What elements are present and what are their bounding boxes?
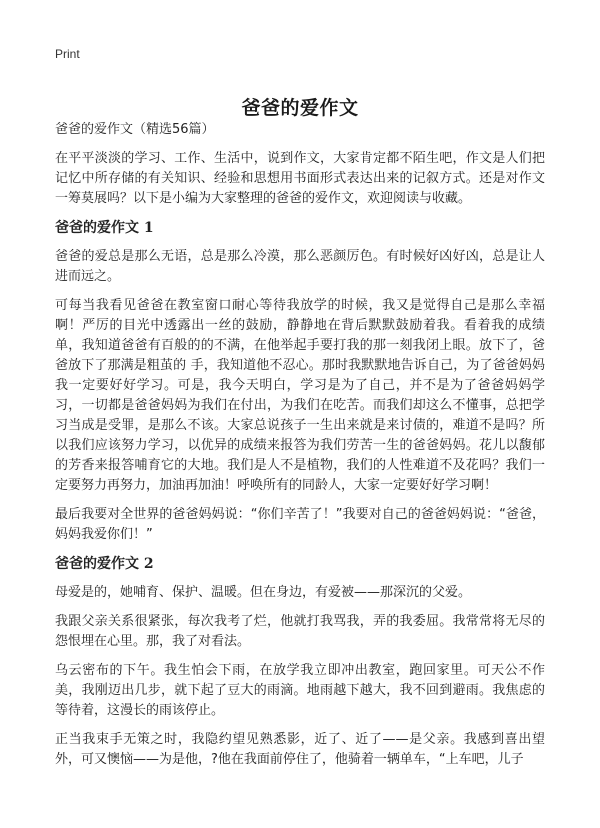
intro-paragraph: 在平平淡淡的学习、工作、生活中，说到作文，大家肯定都不陌生吧，作文是人们把记忆中所存储的有关知识、经验和思想用书面形式表达出来的记叙方式。还是对作文一筹莫展吗？以下是小编为大家整理的爸爸的爱作文，欢迎阅读与收藏。 xyxy=(55,151,545,206)
paragraph: 母爱是的，她哺育、保护、温暖。但在身边，有爱被——那深沉的父爱。 xyxy=(55,585,472,600)
paragraph: 最后我要对全世界的爸爸妈妈说：“你们辛苦了！”我要对自己的爸爸妈妈说：“爸爸，妈妈我爱你们！” xyxy=(55,507,545,542)
paragraph: 我跟父亲关系很紧张，每次我考了烂，他就打我骂我，弄的我委屈。我常常将无尽的怨恨埋在心里。那，我了对看法。 xyxy=(55,614,545,649)
print-link[interactable]: Print xyxy=(55,47,80,61)
paragraph: 乌云密布的下午。我生怕会下雨，在放学我立即冲出教室，跑回家里。可天公不作美，我刚迈出几步，就下起了豆大的雨滴。地雨越下越大，我不回到避雨。我焦虑的等待着，这漫长的雨该停止。 xyxy=(55,663,545,718)
article-body xyxy=(55,120,545,779)
section-heading: 爸爸的爱作文 2 xyxy=(55,556,154,572)
article-subtitle: 爸爸的爱作文（精选56篇） xyxy=(55,122,215,137)
paragraph: 正当我束手无策之时，我隐约望见熟悉影，近了、近了——是父亲。我感到喜出望外，可又懊恼——为是他，?他在我面前停住了，他骑着一辆单车，“上车吧，儿子 xyxy=(55,732,545,767)
paragraph: 爸爸的爱总是那么无语，总是那么冷漠，那么恶颜厉色。有时候好凶好凶，总是让人进而远之。 xyxy=(55,249,545,284)
page-title: 爸爸的爱作文 xyxy=(241,96,359,119)
paragraph: 可每当我看见爸爸在教室窗口耐心等待我放学的时候，我又是觉得自己是那么幸福啊！严厉的目光中透露出一丝的鼓励，静静地在背后默默鼓励着我。看着我的成绩单，我知道爸爸有百般的的不满，在他举起手要打我的那一刻我闭上眼。放下了，爸爸放下了那满是粗茧的 手，我知道他不忍心。那时我默默地告诉自己，为了爸爸妈妈我一定要好好学习。可是，我今天明白，学习是为了自己，并不是为了爸爸妈妈学习，一切都是爸爸妈妈为我们在付出，为我们在吃苦。而我们却这么不懂事，总把学习当成是受罪，是那么不该。大家总说孩子一生出来就是来讨债的，难道不是吗？所以我们应该努力学习，以优异的成绩来报答为我们劳苦一生的爸爸妈妈。花儿以馥郁的芳香来报答哺育它的大地。我们是人不是植物，我们的人性难道不及花吗？我们一定要努力再努力，加油再加油！呼唤所有的同龄人，大家一定要好好学习啊！ xyxy=(55,298,545,493)
section-heading: 爸爸的爱作文 1 xyxy=(55,220,154,236)
